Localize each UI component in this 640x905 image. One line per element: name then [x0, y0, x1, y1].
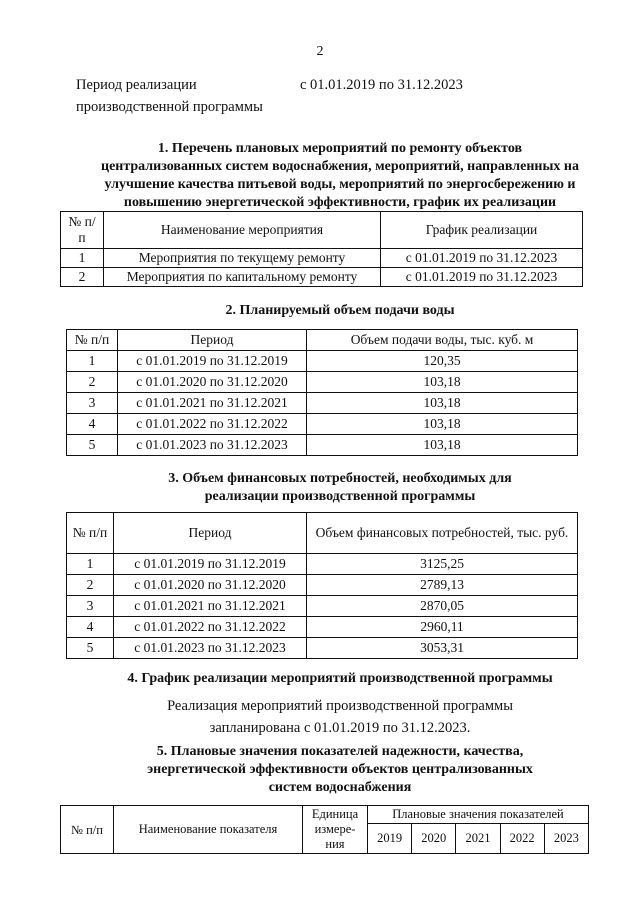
table-row [61, 268, 583, 287]
section4-text-line: запланирована с 01.01.2019 по 31.12.2023. [209, 720, 471, 736]
col-year-header: 2019 [368, 824, 412, 854]
section5-title-line: энергетической эффективности объектов централизованных [147, 762, 533, 777]
cell-period: с 01.01.2019 по 31.12.2019 [118, 351, 307, 372]
cell-schedule: с 01.01.2019 по 31.12.2023 [381, 249, 583, 268]
cell-num: 5 [67, 638, 114, 659]
table-header-row [67, 330, 578, 351]
period-label-line2: производственной программы [76, 99, 263, 115]
cell-num: 3 [67, 393, 118, 414]
measures-table [60, 211, 583, 287]
section1-title-line: централизованных систем водоснабжения, мероприятий, направленных на [101, 159, 579, 174]
cell-volume: 103,18 [307, 435, 578, 456]
cell-volume: 120,35 [307, 351, 578, 372]
table-row [67, 554, 578, 575]
col-financial-header: Объем финансовых потребностей, тыс. руб. [307, 513, 578, 554]
section3-title-line: реализации производственной программы [204, 489, 476, 504]
table-header-row [61, 806, 589, 824]
table-row [67, 414, 578, 435]
cell-name: Мероприятия по капитальному ремонту [104, 268, 381, 287]
cell-num: 2 [67, 575, 114, 596]
cell-num: 1 [61, 249, 104, 268]
col-indicator-header: Наименование показателя [114, 806, 303, 854]
cell-period: с 01.01.2021 по 31.12.2021 [118, 393, 307, 414]
col-num-header: № п/п [61, 806, 114, 854]
table-row [67, 435, 578, 456]
indicators-table [60, 805, 589, 854]
col-unit-header: Единица измере-ния [303, 806, 368, 854]
table-row [67, 638, 578, 659]
period-label [76, 74, 263, 118]
cell-volume: 103,18 [307, 414, 578, 435]
col-year-header: 2022 [500, 824, 544, 854]
section1-title [60, 140, 620, 212]
section4-text-line: Реализация мероприятий производственной программы [167, 698, 513, 714]
col-period-header: Период [118, 330, 307, 351]
table-row [67, 372, 578, 393]
cell-period: с 01.01.2020 по 31.12.2020 [114, 575, 307, 596]
cell-period: с 01.01.2022 по 31.12.2022 [114, 617, 307, 638]
table-row [67, 596, 578, 617]
section4-text [60, 695, 620, 739]
cell-num: 2 [61, 268, 104, 287]
cell-period: с 01.01.2022 по 31.12.2022 [118, 414, 307, 435]
col-year-header: 2020 [412, 824, 456, 854]
cell-period: с 01.01.2020 по 31.12.2020 [118, 372, 307, 393]
cell-num: 4 [67, 414, 118, 435]
col-num-header: № п/п [67, 330, 118, 351]
cell-amount: 2870,05 [307, 596, 578, 617]
section1-title-line: улучшение качества питьевой воды, мероприятий по энергосбережению и [104, 177, 576, 192]
section3-title-line: 3. Объем финансовых потребностей, необходимых для [168, 471, 512, 486]
cell-period: с 01.01.2019 по 31.12.2019 [114, 554, 307, 575]
table-row [67, 575, 578, 596]
col-year-header: 2023 [544, 824, 588, 854]
col-num-header: № п/п [67, 513, 114, 554]
cell-schedule: с 01.01.2019 по 31.12.2023 [381, 268, 583, 287]
cell-num: 5 [67, 435, 118, 456]
cell-amount: 2960,11 [307, 617, 578, 638]
table-row [61, 249, 583, 268]
section5-title-line: 5. Плановые значения показателей надежности, качества, [156, 744, 524, 759]
col-num-header: № п/п [61, 212, 104, 249]
table-row [67, 393, 578, 414]
section5-title [60, 743, 620, 797]
col-volume-header: Объем подачи воды, тыс. куб. м [307, 330, 578, 351]
cell-period: с 01.01.2021 по 31.12.2021 [114, 596, 307, 617]
table-row [67, 351, 578, 372]
cell-volume: 103,18 [307, 372, 578, 393]
table-row [67, 617, 578, 638]
col-schedule-header: График реализации [381, 212, 583, 249]
section1-title-line: повышению энергетической эффективности, график их реализации [123, 195, 557, 210]
section5-title-line: систем водоснабжения [268, 780, 412, 795]
cell-period: с 01.01.2023 по 31.12.2023 [118, 435, 307, 456]
table-header-row [61, 212, 583, 249]
cell-amount: 2789,13 [307, 575, 578, 596]
cell-amount: 3125,25 [307, 554, 578, 575]
period-value: с 01.01.2019 по 31.12.2023 [300, 77, 463, 93]
cell-num: 4 [67, 617, 114, 638]
cell-period: с 01.01.2023 по 31.12.2023 [114, 638, 307, 659]
cell-num: 2 [67, 372, 118, 393]
col-name-header: Наименование мероприятия [104, 212, 381, 249]
financial-needs-table [66, 512, 578, 659]
section1-title-line: 1. Перечень плановых мероприятий по ремонту объектов [157, 141, 523, 156]
table-header-row [67, 513, 578, 554]
section4-title: 4. График реализации мероприятий производственной программы [127, 671, 553, 686]
col-period-header: Период [114, 513, 307, 554]
period-label-line1: Период реализации [76, 77, 197, 93]
cell-num: 3 [67, 596, 114, 617]
cell-name: Мероприятия по текущему ремонту [104, 249, 381, 268]
col-year-header: 2021 [456, 824, 500, 854]
section3-title [60, 470, 620, 506]
cell-num: 1 [67, 554, 114, 575]
col-plan-header: Плановые значения показателей [368, 806, 589, 824]
cell-amount: 3053,31 [307, 638, 578, 659]
cell-volume: 103,18 [307, 393, 578, 414]
section2-title: 2. Планируемый объем подачи воды [225, 303, 455, 318]
water-supply-table [66, 329, 578, 456]
cell-num: 1 [67, 351, 118, 372]
page-number: 2 [316, 44, 324, 59]
